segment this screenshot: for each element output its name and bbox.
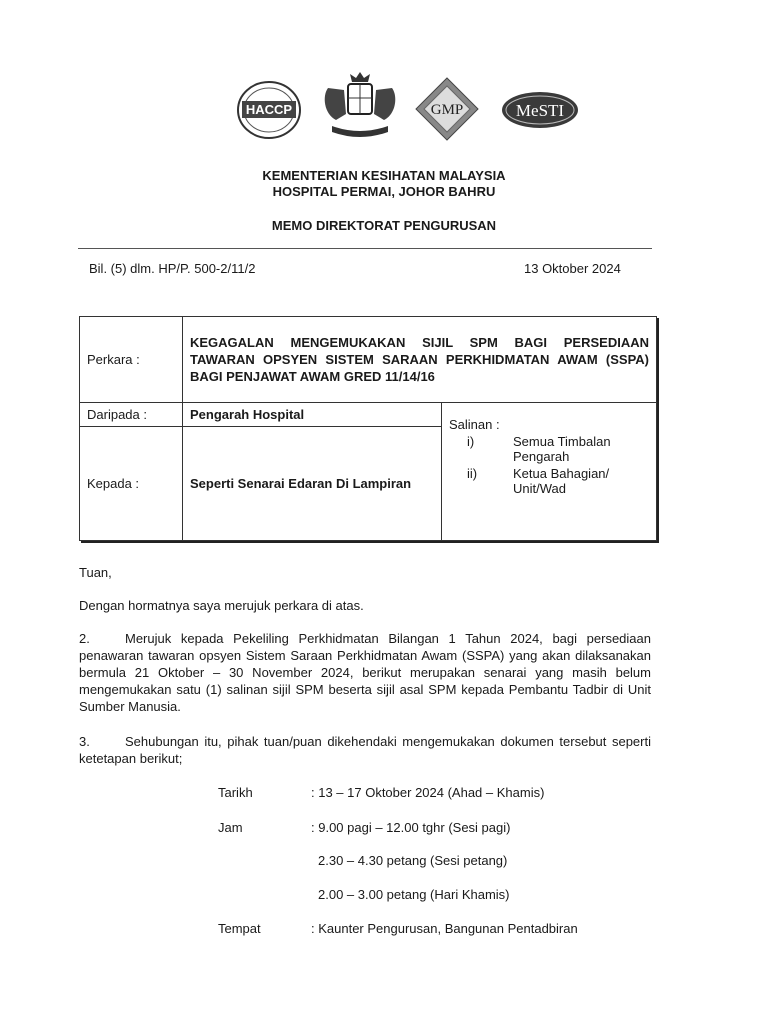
salutation: Tuan, <box>79 565 112 580</box>
memo-title: MEMO DIREKTORAT PENGURUSAN <box>271 218 497 233</box>
memo-details-table <box>79 316 657 541</box>
jam-label: Jam <box>218 820 243 835</box>
tarikh-label: Tarikh <box>218 785 253 800</box>
intro-paragraph: Dengan hormatnya saya merujuk perkara di atas. <box>79 598 364 613</box>
salinan-item-text: Semua Timbalan Pengarah <box>513 434 611 464</box>
perkara-label: Perkara : <box>80 317 183 403</box>
salinan-cell <box>442 403 657 541</box>
daripada-label: Daripada : <box>80 403 183 427</box>
paragraph-3 <box>79 733 651 767</box>
salinan-label: Salinan : <box>449 417 500 432</box>
hospital-name: HOSPITAL PERMAI, JOHOR BAHRU <box>272 184 496 199</box>
tempat-label: Tempat <box>218 921 261 936</box>
reference-number: Bil. (5) dlm. HP/P. 500-2/11/2 <box>89 261 256 276</box>
haccp-logo <box>236 80 302 140</box>
salinan-item-text: Ketua Bahagian/ Unit/Wad <box>513 466 610 496</box>
ministry-name: KEMENTERIAN KESIHATAN MALAYSIA <box>262 168 506 183</box>
gmp-logo <box>414 76 480 142</box>
jam-value-morning: : 9.00 pagi – 12.00 tghr (Sesi pagi) <box>311 820 511 835</box>
daripada-value: Pengarah Hospital <box>183 403 442 427</box>
gmp-logo-text: GMP <box>430 102 464 118</box>
salinan-item <box>449 434 649 464</box>
jam-value-thursday: 2.00 – 3.00 petang (Hari Khamis) <box>318 887 510 902</box>
paragraph-2 <box>79 630 651 715</box>
mesti-logo-text: MeSTI <box>515 101 565 120</box>
paragraph-2-number: 2. <box>79 631 90 646</box>
mesti-logo <box>500 90 580 130</box>
paragraph-2-text: Merujuk kepada Pekeliling Perkhidmatan Bilangan 1 Tahun 2024, bagi persediaan penawaran tawaran opsyen Sistem Saraan Perkhidmatan Awam (SSPA) yang akan dilaksanakan bermula 21 Oktober – 30 November 2024, berikut merupakan senarai yang masih belum mengemukakan satu (1) salinan sijil SPM beserta sijil asal SPM kepada Pembantu Tadbir di Unit Sumber Manusia. <box>79 631 651 714</box>
kepada-label: Kepada : <box>80 427 183 541</box>
salinan-item-number: ii) <box>467 466 478 481</box>
salinan-item-number: i) <box>467 434 475 449</box>
tempat-value: : Kaunter Pengurusan, Bangunan Pentadbiran <box>311 921 578 936</box>
header-divider <box>78 248 652 249</box>
haccp-logo-text: HACCP <box>245 102 293 117</box>
paragraph-3-number: 3. <box>79 734 90 749</box>
memo-date: 13 Oktober 2024 <box>524 261 621 276</box>
logo-strip <box>0 68 768 148</box>
kepada-value: Seperti Senarai Edaran Di Lampiran <box>183 427 442 541</box>
tarikh-value: : 13 – 17 Oktober 2024 (Ahad – Khamis) <box>311 785 545 800</box>
perkara-value: KEGAGALAN MENGEMUKAKAN SIJIL SPM BAGI PERSEDIAAN TAWARAN OPSYEN SISTEM SARAAN PERKHIDMATAN AWAM (SSPA) BAGI PENJAWAT AWAM GRED 11/14/16 <box>183 317 657 403</box>
jata-negara-crest <box>318 70 402 142</box>
paragraph-3-text: Sehubungan itu, pihak tuan/puan dikehendaki mengemukakan dokumen tersebut seperti ketetapan berikut; <box>79 734 651 766</box>
jam-value-afternoon: 2.30 – 4.30 petang (Sesi petang) <box>318 853 508 868</box>
salinan-item <box>449 466 649 496</box>
